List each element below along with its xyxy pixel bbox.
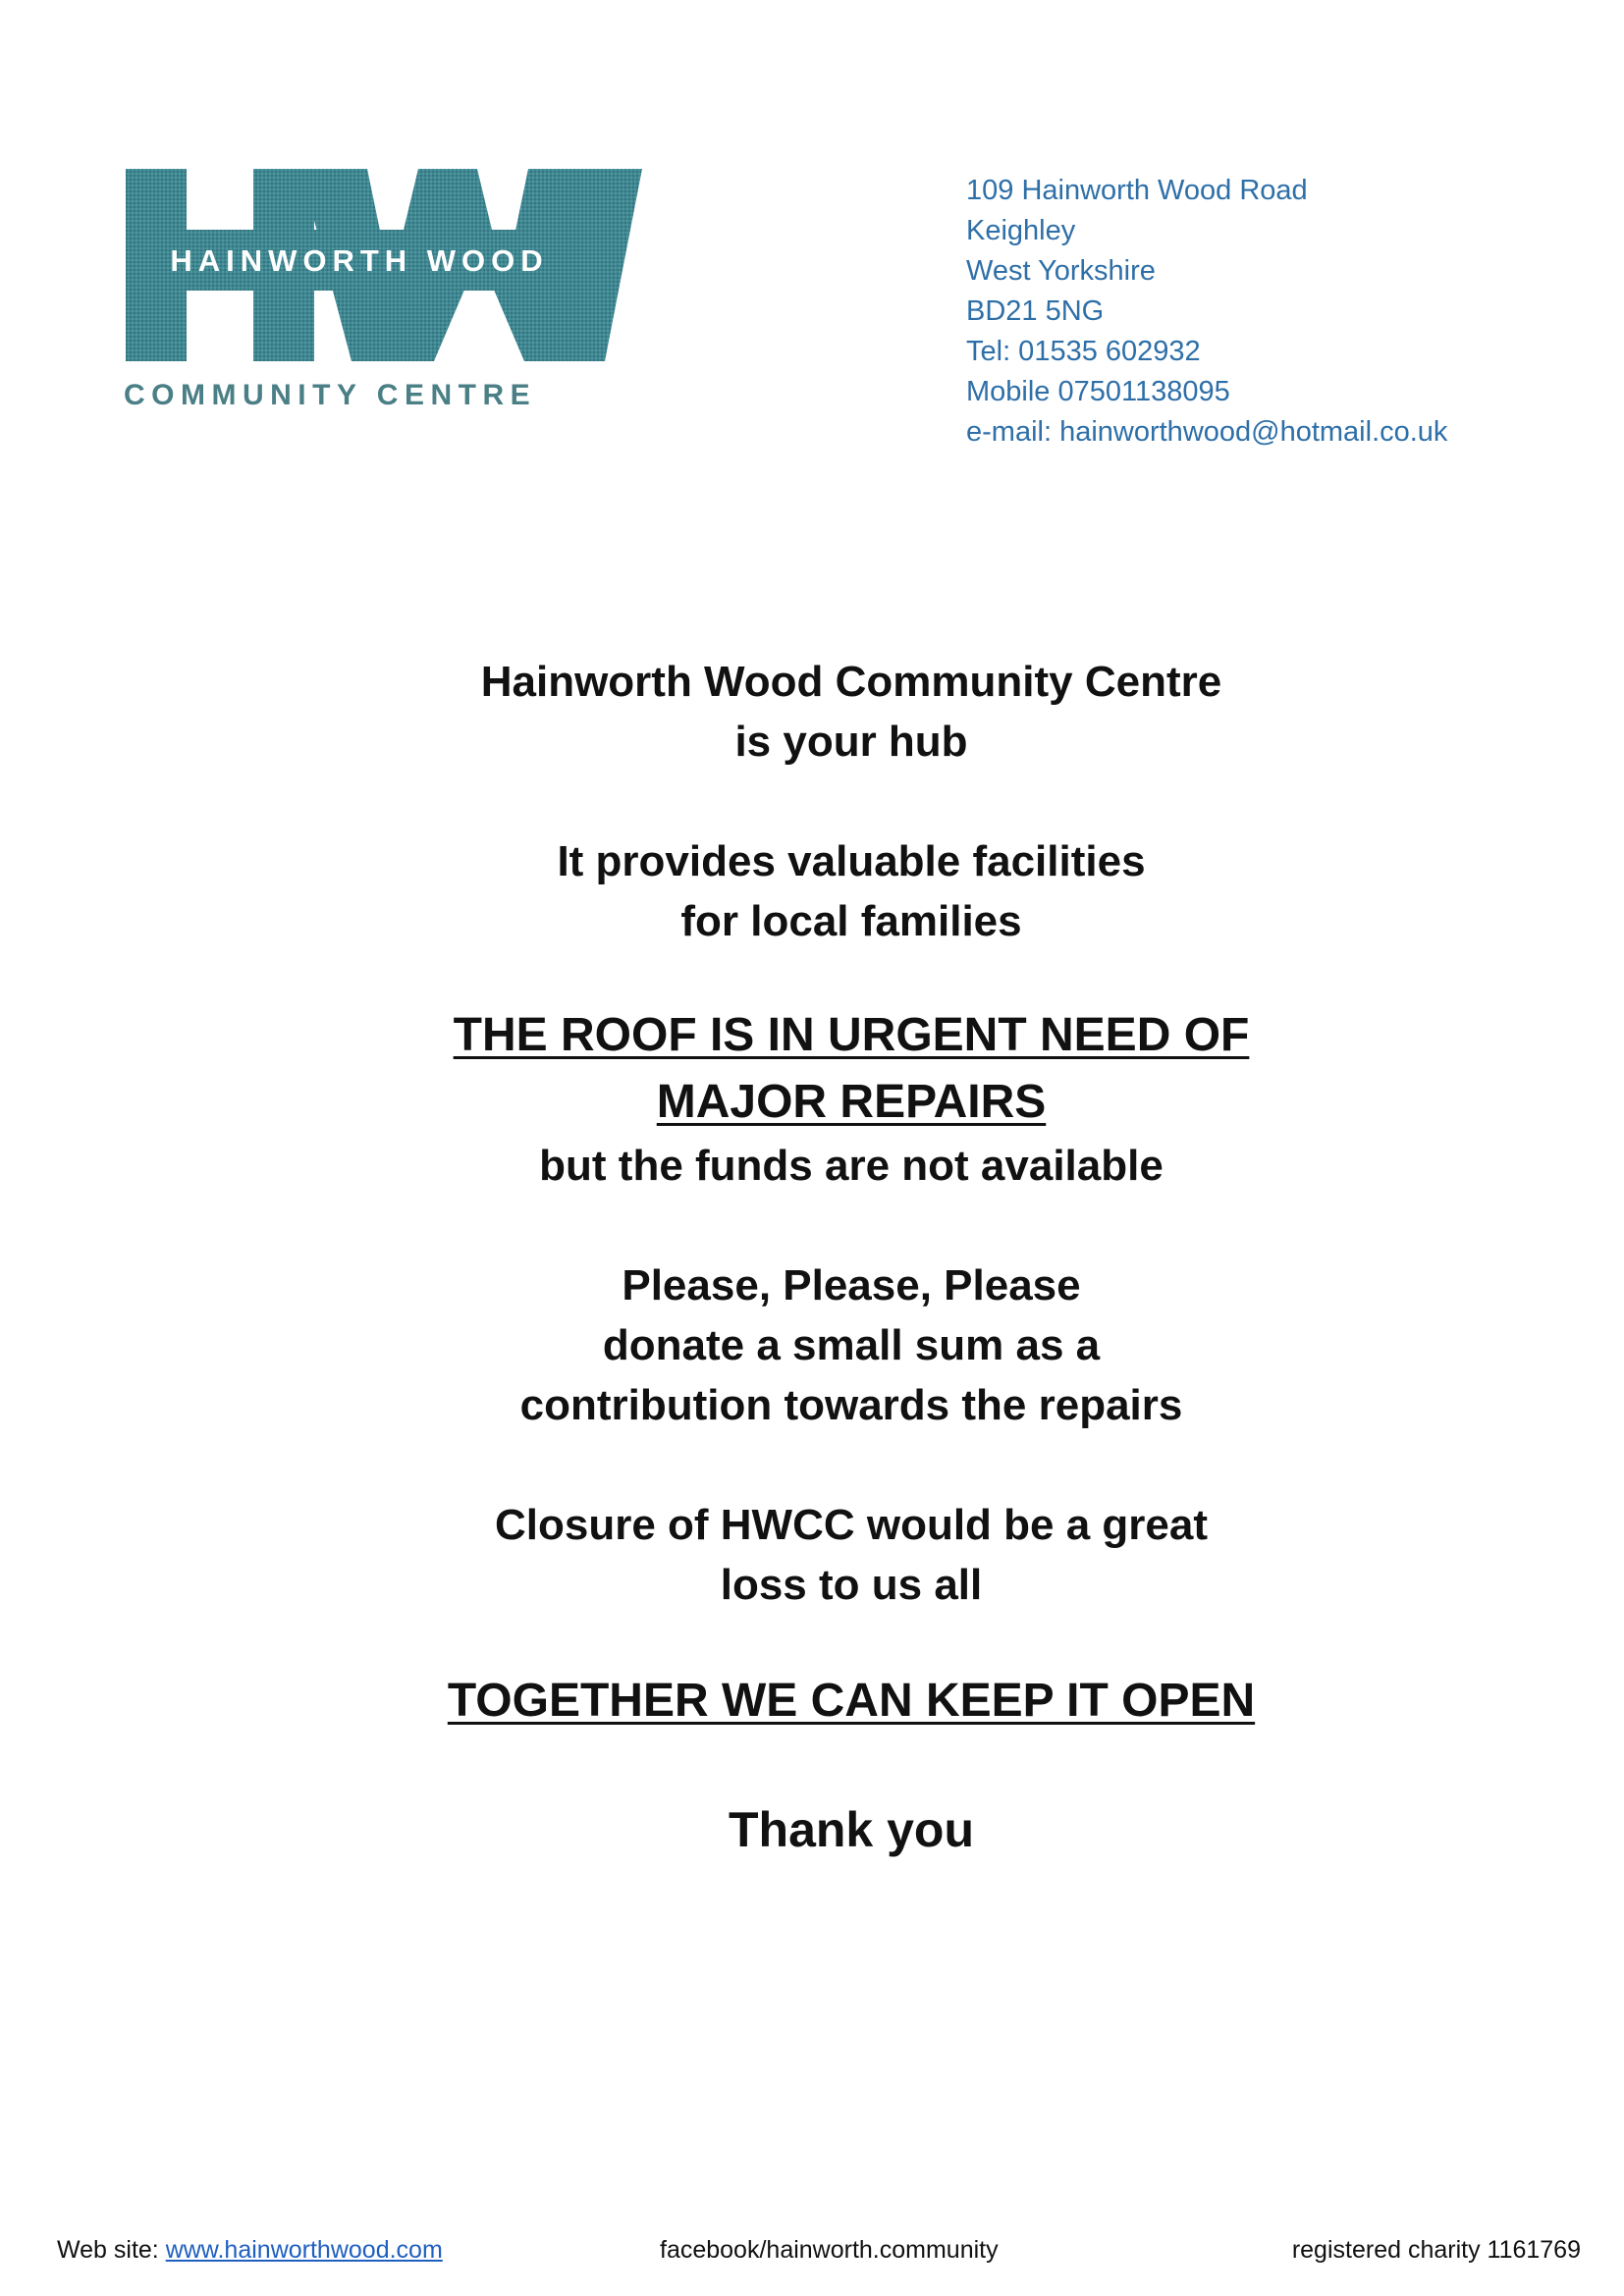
footer-website bbox=[57, 2230, 443, 2269]
address-postcode: BD21 5NG bbox=[966, 295, 1105, 327]
logo bbox=[124, 165, 642, 420]
logo-band-text: HAINWORTH WOOD bbox=[170, 243, 549, 278]
address-town: Keighley bbox=[966, 215, 1076, 246]
plea-paragraph bbox=[419, 1255, 1283, 1435]
website-label: Web site: bbox=[57, 2236, 166, 2264]
address-mobile: Mobile 07501138095 bbox=[966, 376, 1230, 407]
appeal-body bbox=[419, 652, 1283, 1864]
footer-charity-number: registered charity 1161769 bbox=[1291, 2236, 1581, 2264]
together-heading: TOGETHER WE CAN KEEP IT OPEN bbox=[447, 1675, 1256, 1727]
urgent-heading bbox=[419, 1002, 1283, 1136]
address-block bbox=[966, 171, 1575, 453]
plea-line: contribution towards the repairs bbox=[519, 1381, 1183, 1429]
provides-paragraph bbox=[419, 831, 1283, 951]
plea-line: Please, Please, Please bbox=[622, 1261, 1081, 1309]
address-county: West Yorkshire bbox=[966, 255, 1156, 287]
footer-facebook: facebook/hainworth.community bbox=[660, 2236, 999, 2264]
provides-line: for local families bbox=[680, 897, 1022, 945]
website-link[interactable]: www.hainworthwood.com bbox=[165, 2236, 443, 2264]
address-street: 109 Hainworth Wood Road bbox=[966, 175, 1308, 206]
footer bbox=[0, 2230, 1624, 2269]
urgent-line: THE ROOF IS IN URGENT NEED OF bbox=[453, 1009, 1250, 1061]
thank-you-text: Thank you bbox=[728, 1802, 975, 1857]
address-email: e-mail: hainworthwood@hotmail.co.uk bbox=[966, 416, 1448, 448]
logo-subtitle: COMMUNITY CENTRE bbox=[124, 379, 537, 411]
provides-line: It provides valuable facilities bbox=[557, 837, 1146, 885]
intro-line: is your hub bbox=[734, 718, 968, 766]
closure-line: Closure of HWCC would be a great bbox=[494, 1501, 1209, 1549]
intro-paragraph bbox=[419, 652, 1283, 772]
address-telephone: Tel: 01535 602932 bbox=[966, 336, 1201, 367]
closure-paragraph bbox=[419, 1495, 1283, 1615]
urgent-subtext: but the funds are not available bbox=[539, 1142, 1164, 1190]
plea-line: donate a small sum as a bbox=[602, 1321, 1101, 1369]
closure-line: loss to us all bbox=[720, 1561, 983, 1609]
logo-graphic bbox=[124, 165, 642, 420]
urgent-line: MAJOR REPAIRS bbox=[656, 1076, 1047, 1128]
intro-line: Hainworth Wood Community Centre bbox=[480, 658, 1222, 706]
